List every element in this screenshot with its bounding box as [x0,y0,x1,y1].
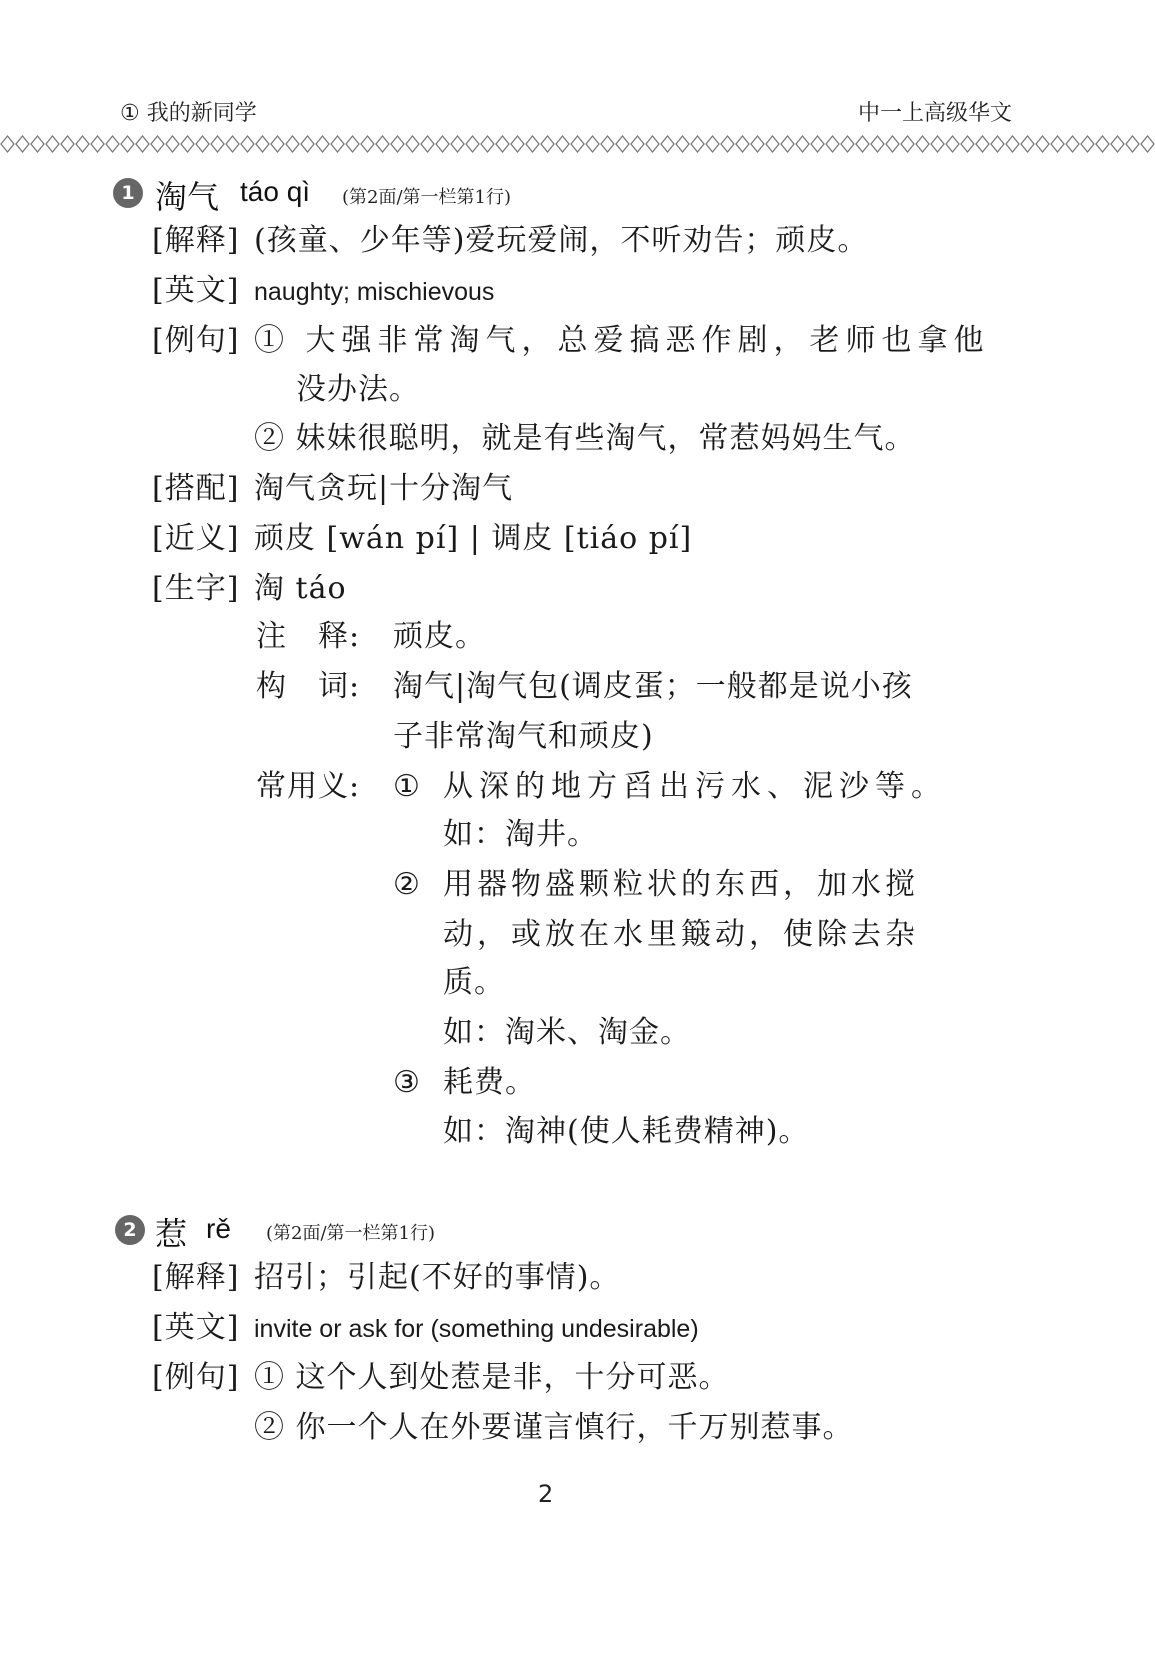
meaning-text: 用器物盛颗粒状的东西，加水搅 [443,867,919,902]
explain-text: (孩童、少年等)爱玩爱闹，不听劝告；顽皮。 [254,223,869,258]
char-note: 顽皮。 [393,619,486,654]
book-title: 中一上高级华文 [858,101,1013,126]
entry-pinyin: rě [206,1213,231,1244]
entry-headword: 惹 [155,1215,188,1253]
chapter-title: ① 我的新同学 [120,101,257,126]
example-sentence: ② 妹妹很聪明，就是有些淘气，常惹妈妈生气。 [254,421,916,456]
meaning-example: 如：淘神(使人耗费精神)。 [443,1114,810,1149]
entry-number-badge: 1 [113,178,143,208]
synonym-text: 顽皮 [wán pí] | 调皮 [tiáo pí] [254,521,693,556]
example-sentence-cont: 没办法。 [296,372,420,407]
collocation-label: [搭配] [152,471,240,506]
explain-label: [解释] [152,223,240,258]
new-char: 淘 táo [254,571,347,606]
meaning-number: ③ [393,1065,421,1100]
char-meanings-label: 常用义: [256,769,361,804]
english-text: invite or ask for (something undesirable) [254,1315,699,1343]
english-label: [英文] [152,1310,240,1345]
entry-reference: (第2面/第一栏第1行) [342,187,512,208]
char-words-cont: 子非常淘气和顽皮) [393,719,654,754]
char-words: 淘气|淘气包(调皮蛋；一般都是说小孩 [393,669,913,704]
entry-headword: 淘气 [155,178,220,216]
meaning-example: 如：淘米、淘金。 [443,1015,691,1050]
meaning-text: 从深的地方舀出污水、泥沙等。 [443,769,947,804]
explain-text: 招引；引起(不好的事情)。 [254,1260,621,1295]
new-char-label: [生字] [152,571,240,606]
explain-label: [解释] [152,1260,240,1295]
entry-pinyin: táo qì [240,176,311,207]
english-text: naughty; mischievous [254,278,495,306]
meaning-text: 动，或放在水里簸动，使除去杂 [443,917,919,952]
entry-reference: (第2面/第一栏第1行) [266,1223,436,1244]
entry-number-badge: 2 [115,1215,145,1245]
meaning-number: ① [393,769,421,804]
example-sentence: ① 这个人到处惹是非，十分可恶。 [254,1360,730,1395]
char-note-label: 注 释: [256,619,361,654]
diamond-divider [0,133,1155,155]
page-number: 2 [538,1480,554,1508]
example-label: [例句] [152,1360,240,1395]
meaning-example: 如：淘井。 [443,817,598,852]
meaning-text: 质。 [443,965,505,1000]
example-sentence: ② 你一个人在外要谨言慎行，千万别惹事。 [254,1410,854,1445]
english-label: [英文] [152,273,240,308]
meaning-number: ② [393,867,421,902]
synonym-label: [近义] [152,521,240,556]
char-words-label: 构 词: [256,669,361,704]
example-label: [例句] [152,323,240,358]
collocation-text: 淘气贪玩|十分淘气 [254,471,514,506]
meaning-text: 耗费。 [443,1065,536,1100]
example-sentence: ① 大强非常淘气，总爱搞恶作剧，老师也拿他 [254,323,990,358]
